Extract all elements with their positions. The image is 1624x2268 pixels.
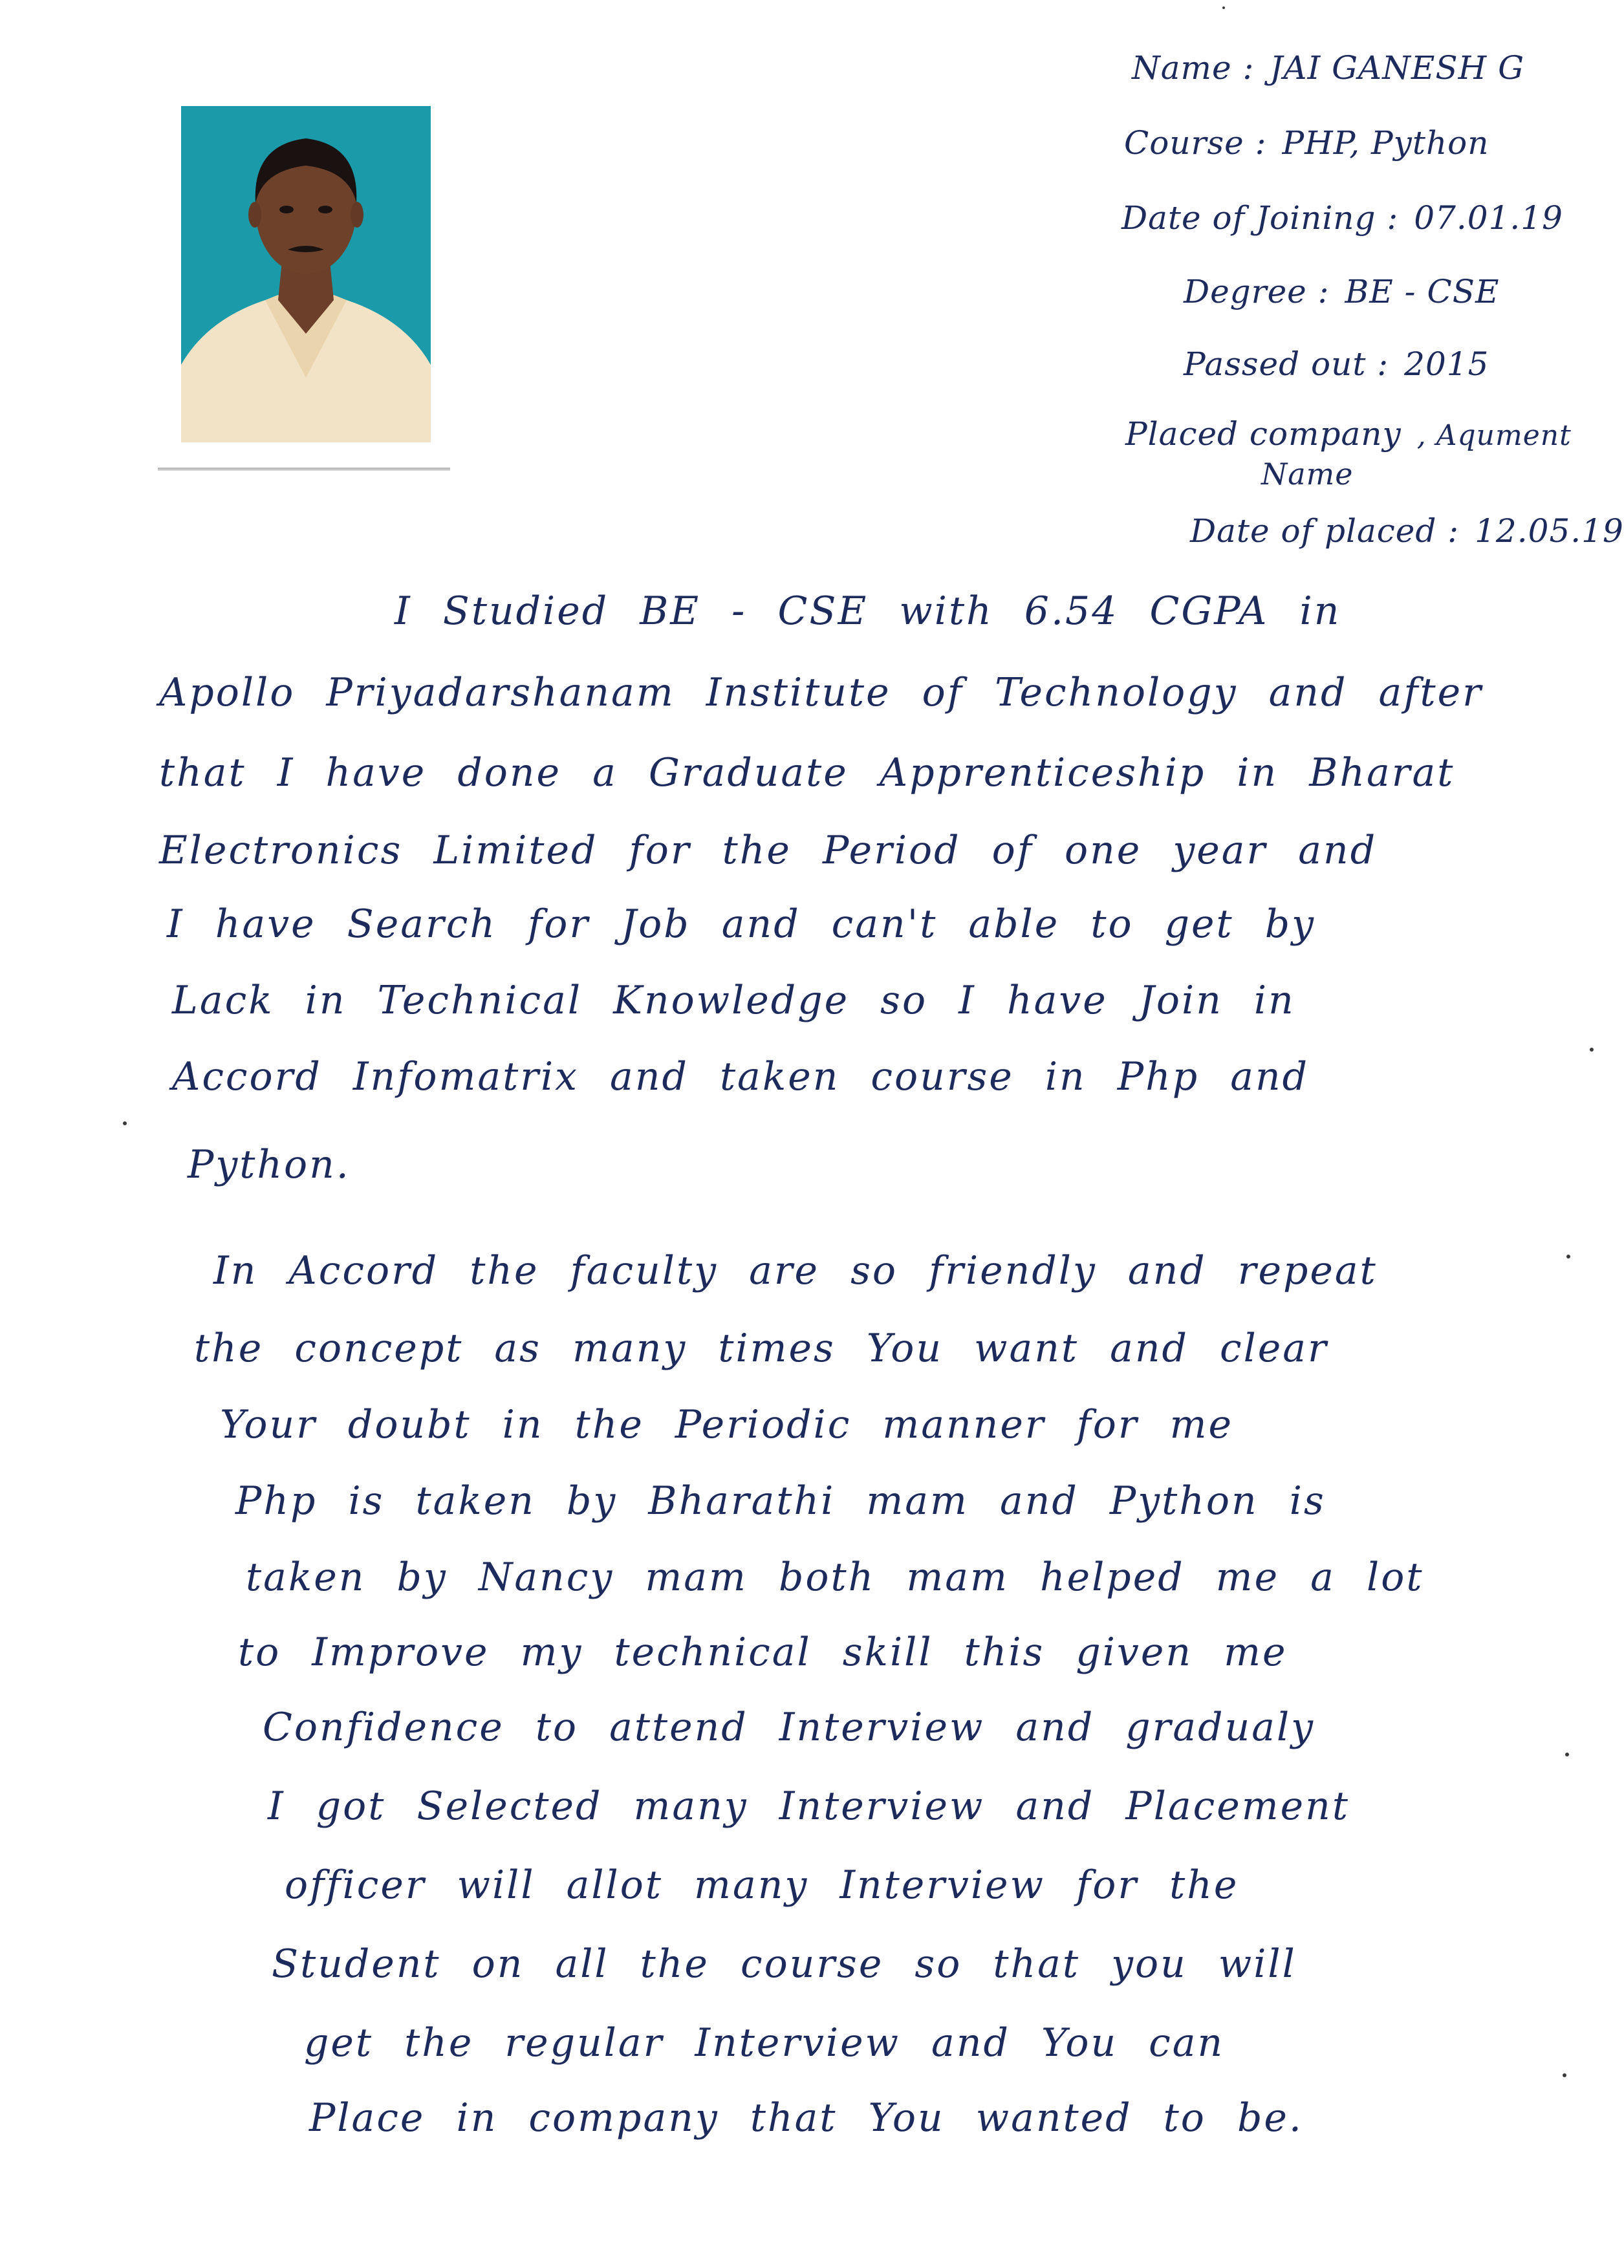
passed-out-label: Passed out : [1184, 345, 1389, 383]
para1-line-3: that I have done a Graduate Apprenticeship in Bharat [159, 750, 1455, 795]
para2-line-1: In Accord the faculty are so friendly and repeat [213, 1248, 1378, 1293]
para2-line-4: Php is taken by Bharathi mam and Python is [235, 1478, 1326, 1524]
placed-date-label: Date of placed : [1190, 512, 1460, 550]
para1-line-8: Python. [188, 1142, 351, 1187]
para1-line-7: Accord Infomatrix and taken course in Php and [172, 1054, 1310, 1099]
name-value: JAI GANESH G [1270, 49, 1525, 87]
para2-line-7: Confidence to attend Interview and gradualy [263, 1705, 1315, 1750]
para2-line-12: Place in company that You wanted to be. [309, 2095, 1303, 2141]
para2-line-3: Your doubt in the Periodic manner for me [220, 1402, 1234, 1447]
para1-line-2: Apollo Priyadarshanam Institute of Technology and after [159, 670, 1483, 715]
para1-line-1: I Studied BE - CSE with 6.54 CGPA in [395, 589, 1341, 634]
course-line [1124, 124, 1489, 162]
student-portrait-image [181, 106, 431, 442]
para1-line-5: I have Search for Job and can't able to get by [167, 902, 1316, 947]
para1-line-6: Lack in Technical Knowledge so I have Join in [172, 978, 1295, 1023]
placed-date-value: 12.05.19 [1475, 512, 1624, 550]
scan-speck [1565, 1753, 1569, 1756]
photo-background [181, 106, 431, 442]
scan-speck [1590, 1048, 1594, 1052]
para2-line-8: I got Selected many Interview and Placement [268, 1784, 1350, 1829]
placed-company-label: Placed company [1125, 415, 1402, 453]
para2-line-10: Student on all the course so that you will [272, 1941, 1297, 1987]
name-line [1132, 49, 1524, 87]
scan-speck [1222, 6, 1225, 9]
joining-date-value: 07.01.19 [1414, 199, 1563, 237]
joining-date-label: Date of Joining : [1121, 199, 1399, 237]
para2-line-11: get the regular Interview and You can [304, 2020, 1225, 2066]
degree-label: Degree : [1184, 273, 1330, 310]
photo-bottom-border [158, 468, 450, 470]
scan-speck [1563, 2073, 1566, 2077]
placed-company-value: , Aqument [1416, 419, 1572, 452]
placed-company-label-name: Name [1261, 457, 1354, 491]
scan-speck [123, 1121, 127, 1125]
placed-date-line [1190, 512, 1624, 550]
course-label: Course : [1124, 124, 1267, 162]
passed-out-value: 2015 [1404, 345, 1489, 383]
para2-line-2: the concept as many times You want and clear [194, 1326, 1328, 1371]
student-photo [158, 103, 450, 470]
para1-line-4: Electronics Limited for the Period of one year and [159, 828, 1378, 873]
degree-line [1184, 273, 1499, 310]
degree-value: BE - CSE [1345, 273, 1500, 310]
passed-out-line [1184, 345, 1489, 383]
para2-line-5: taken by Nancy mam both mam helped me a lot [246, 1555, 1424, 1600]
placed-company-line [1125, 415, 1572, 453]
para2-line-6: to Improve my technical skill this given me [238, 1630, 1288, 1675]
scan-speck [1566, 1255, 1570, 1258]
name-label: Name : [1132, 49, 1255, 87]
para2-line-9: officer will allot many Interview for the [285, 1863, 1239, 1908]
course-value: PHP, Python [1282, 124, 1489, 162]
joining-date-line [1121, 199, 1563, 237]
